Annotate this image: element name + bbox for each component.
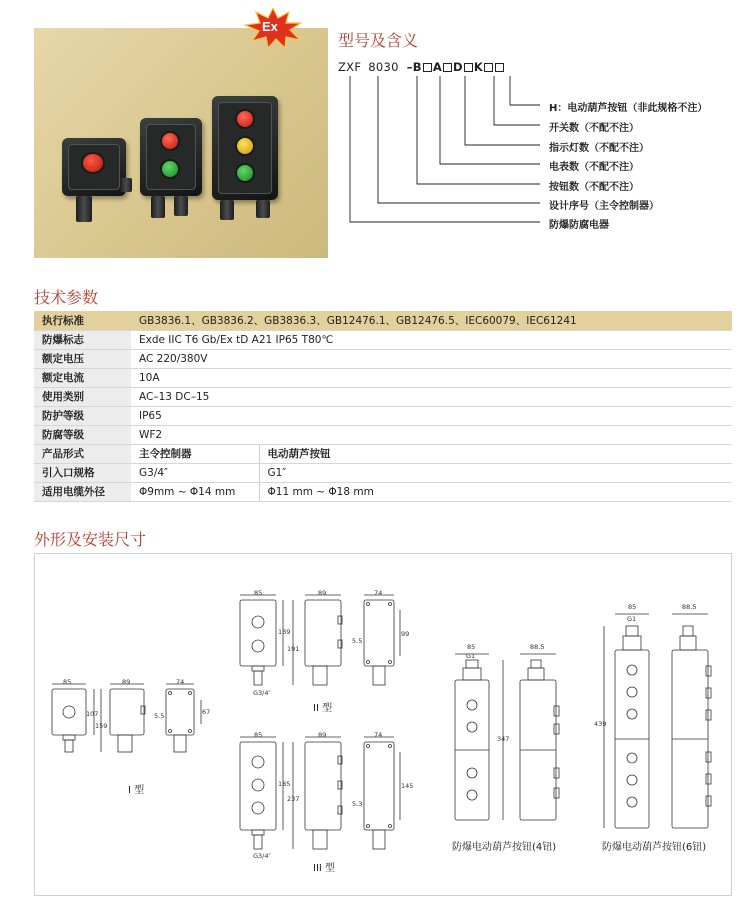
meaning-indicator-count: 指示灯数（不配不注） — [549, 143, 649, 154]
tech-section-title: 技术参数 — [34, 288, 99, 307]
table-row: 适用电缆外径 Φ9mm ~ Φ14 mm Φ11 mm ~ Φ18 mm — [34, 482, 732, 501]
type-2-label: II 型 — [313, 703, 333, 714]
type-3-label: III 型 — [313, 863, 336, 874]
hoist-4-label: 防爆电动葫芦按钮(4钮) — [452, 842, 557, 853]
table-row: 防腐等级 WF2 — [34, 425, 732, 444]
table-row: 执行标准 GB3836.1、GB3836.2、GB3836.3、GB12476.1、GB12476.5、IEC60079、IEC61241 — [34, 311, 732, 330]
model-section-title: 型号及含义 — [338, 31, 419, 50]
table-row: 引入口规格 G3/4″ G1″ — [34, 463, 732, 482]
meaning-meter-count: 电表数（不配不注） — [549, 162, 639, 173]
meaning-design-no: 设计序号（主令控制器） — [549, 201, 659, 212]
hoist-6-label: 防爆电动葫芦按钮(6钮) — [602, 842, 707, 853]
table-row: 额定电流 10A — [34, 368, 732, 387]
dimension-section-title: 外形及安装尺寸 — [34, 530, 147, 549]
type-1-label: I 型 — [128, 785, 145, 796]
table-row: 产品形式 主令控制器 电动葫芦按钮 — [34, 444, 732, 463]
meaning-switch-count: 开关数（不配不注） — [549, 123, 639, 134]
model-code: ZXF 8030 –B A D K — [338, 60, 505, 74]
meaning-hoist: H：电动葫芦按钮（非此规格不注） — [549, 103, 708, 114]
table-row: 防爆标志 Exde IIC T6 Gb/Ex tD A21 IP65 T80℃ — [34, 330, 732, 349]
meaning-button-count: 按钮数（不配不注） — [549, 182, 639, 193]
table-row: 防护等级 IP65 — [34, 406, 732, 425]
meaning-product: 防爆防腐电器 — [549, 220, 609, 231]
table-row: 额定电压 AC 220/380V — [34, 349, 732, 368]
ex-badge-text: Ex — [262, 19, 278, 34]
table-row: 使用类别 AC–13 DC–15 — [34, 387, 732, 406]
